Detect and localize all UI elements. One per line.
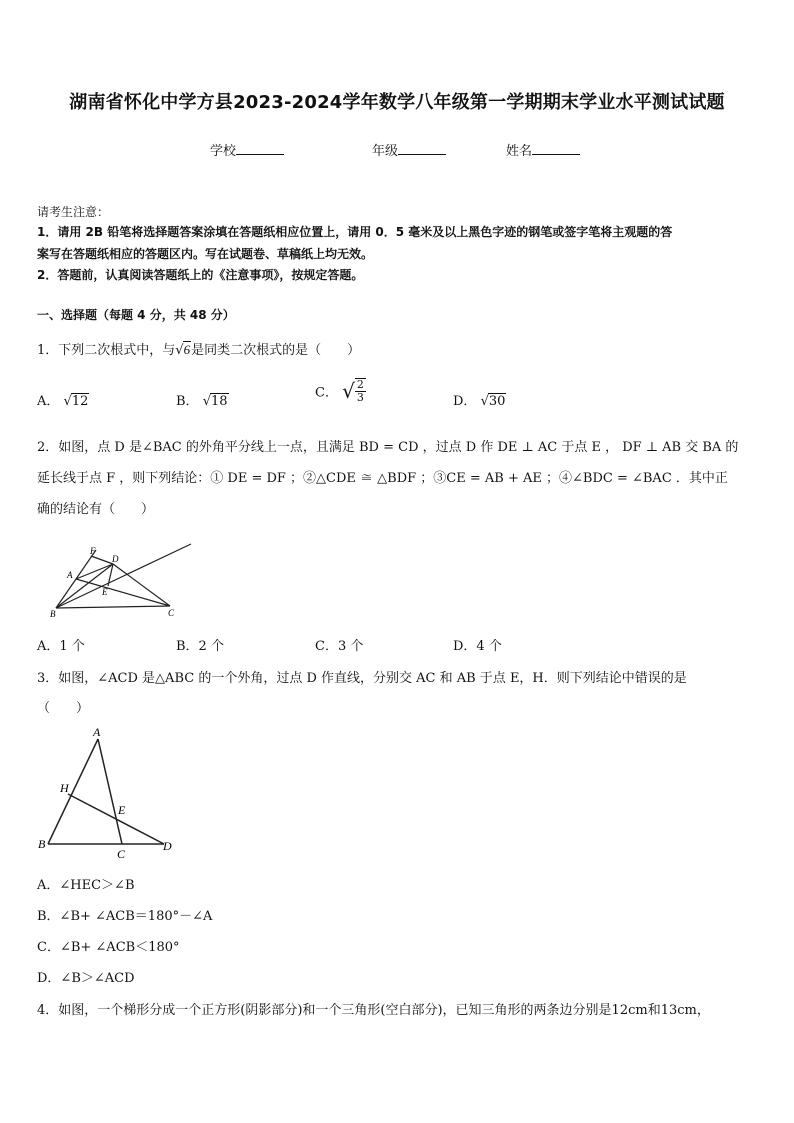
school-label: 学校 xyxy=(210,144,237,159)
q3-stem-line-2: （ ） xyxy=(37,701,90,716)
q3-option-b[interactable]: B．∠B+ ∠ACB＝180°－∠A xyxy=(37,909,213,924)
q3-figure xyxy=(36,724,181,862)
q3-stem-line-1: 3．如图，∠ACD 是△ABC 的一个外角，过点 D 作直线，分别交 AC 和 AB 于点 E，H．则下列结论中错误的是 xyxy=(37,671,687,686)
q1-sqrt: √6 xyxy=(175,342,191,358)
section-heading: 一、选择题（每题 4 分，共 48 分） xyxy=(37,308,235,322)
q4-stem-line-1: 4．如图，一个梯形分成一个正方形(阴影部分)和一个三角形(空白部分)，已知三角形的两条边分别是12cm和13cm， xyxy=(37,1003,710,1018)
q1-option-c[interactable]: C． √ $\frac{2}{3}$ xyxy=(315,378,364,404)
school-field[interactable] xyxy=(210,140,284,159)
notice-line-1: 1．请用 2B 铅笔将选择题答案涂填在答题纸相应位置上，请用 0．5 毫米及以上黑色字迹的钢笔或签字笔将主观题的答 xyxy=(37,225,673,239)
name-blank[interactable] xyxy=(532,142,580,155)
q1-stem-pre: 1．下列二次根式中，与 xyxy=(37,343,176,358)
q2-figure xyxy=(40,538,200,620)
q1-stem xyxy=(37,339,360,358)
q2-stem-line-3: 确的结论有（ ） xyxy=(37,502,155,517)
q1-option-a[interactable]: A． √12 xyxy=(37,394,89,409)
q2-label-a: A xyxy=(67,570,73,580)
q2-option-a[interactable]: A．1 个 xyxy=(37,639,85,654)
notice-heading: 请考生注意： xyxy=(37,205,110,219)
page-title: 湖南省怀化中学方县2023-2024学年数学八年级第一学期期末学业水平测试试题 xyxy=(69,92,725,113)
q3-label-e: E xyxy=(118,803,126,817)
q2-stem-line-2: 延长线于点 F ，则下列结论：① DE = DF ；②△CDE ≅ △BDF ；③CE = AB + AE ；④∠BDC = ∠BAC ．其中正 xyxy=(37,471,728,486)
q2-stem-line-1: 2．如图，点 D 是∠BAC 的外角平分线上一点，且满足 BD = CD ，过点 D 作 DE ⊥ AC 于点 E ， DF ⊥ AB 交 BA 的 xyxy=(37,440,739,455)
q3-label-a: A xyxy=(93,725,101,739)
q2-label-d: D xyxy=(112,554,119,564)
q1-option-d[interactable]: D． √30 xyxy=(453,394,506,409)
name-field[interactable] xyxy=(506,140,580,159)
q2-option-b[interactable]: B．2 个 xyxy=(176,639,224,654)
notice-line-2: 案写在答题纸相应的答题区内。写在试题卷、草稿纸上均无效。 xyxy=(37,247,374,261)
q3-label-c: C xyxy=(117,847,126,861)
name-label: 姓名 xyxy=(506,144,533,159)
q2-option-c[interactable]: C．3 个 xyxy=(315,639,364,654)
grade-blank[interactable] xyxy=(398,142,446,155)
q1-stem-post: 是同类二次根式的是（ ） xyxy=(191,343,361,358)
q2-label-f: F xyxy=(90,546,96,556)
notice-line-3: 2．答题前，认真阅读答题纸上的《注意事项》，按规定答题。 xyxy=(37,268,364,282)
q2-label-e: E xyxy=(102,587,108,597)
q3-option-d[interactable]: D．∠B＞∠ACD xyxy=(37,971,135,986)
q3-label-h: H xyxy=(60,781,69,795)
q3-option-c[interactable]: C．∠B+ ∠ACB＜180° xyxy=(37,940,180,955)
q2-label-c: C xyxy=(168,608,175,618)
grade-field[interactable] xyxy=(372,140,446,159)
q3-option-a[interactable]: A．∠HEC＞∠B xyxy=(37,878,135,893)
q2-option-d[interactable]: D．4 个 xyxy=(453,639,502,654)
q3-label-b: B xyxy=(38,837,46,851)
q1-option-b[interactable]: B． √18 xyxy=(176,394,228,409)
grade-label: 年级 xyxy=(372,144,399,159)
q2-label-b: B xyxy=(50,609,56,619)
school-blank[interactable] xyxy=(236,142,284,155)
q3-label-d: D xyxy=(163,839,172,853)
